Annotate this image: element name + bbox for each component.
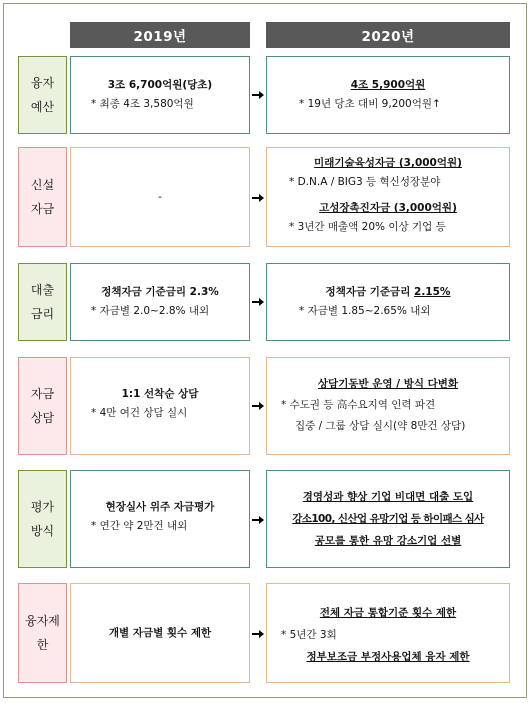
cell-line: 강소100, 신산업 유망기업 등 하이패스 심사 bbox=[292, 513, 484, 525]
arrow-right-icon bbox=[252, 193, 264, 203]
fund-future-tech: 미래기술육성자금 (3,000억원) bbox=[314, 157, 462, 169]
row-label-loan-budget: 융자 예산 bbox=[18, 56, 67, 134]
cell-2019-loan-budget bbox=[70, 56, 250, 134]
cell-title: 정책자금 기준금리 2.15% bbox=[325, 286, 451, 298]
cell-2019-loan-rate bbox=[70, 263, 250, 341]
header-2020: 2020년 bbox=[266, 22, 510, 48]
cell-note: * 수도권 등 高수요지역 인력 파견 bbox=[281, 399, 436, 411]
cell-title: 1:1 선착순 상담 bbox=[121, 388, 199, 400]
cell-title: 전체 자금 통합기준 횟수 제한 bbox=[319, 607, 457, 619]
cell-note: * 19년 당초 대비 9,200억원↑ bbox=[299, 98, 441, 110]
cell-line: 정부보조금 부정사용업체 융자 제한 bbox=[306, 651, 470, 663]
cell-note: 집중 / 그룹 상담 실시(약 8만건 상담) bbox=[295, 420, 466, 432]
cell-line: 경영성과 향상 기업 비대면 대출 도입 bbox=[302, 491, 474, 503]
cell-2019-evaluation bbox=[70, 470, 250, 568]
cell-2020-new-funds bbox=[266, 147, 510, 247]
cell-title: 4조 5,900억원 bbox=[350, 79, 426, 91]
cell-note: * 자금별 1.85~2.65% 내외 bbox=[299, 305, 431, 317]
cell-2019-loan-limit bbox=[70, 583, 250, 683]
cell-note: * 최종 4조 3,580억원 bbox=[91, 98, 194, 110]
arrow-right-icon bbox=[252, 401, 264, 411]
cell-note: * 5년간 3회 bbox=[281, 629, 337, 641]
cell-2020-loan-limit bbox=[266, 583, 510, 683]
cell-2020-loan-rate bbox=[266, 263, 510, 341]
row-label-evaluation: 평가 방식 bbox=[18, 470, 67, 568]
arrow-right-icon bbox=[252, 297, 264, 307]
row-label-loan-limit: 융자제 한 bbox=[18, 583, 67, 683]
new-rate: 2.15% bbox=[414, 286, 451, 298]
arrow-right-icon bbox=[252, 629, 264, 639]
row-label-new-funds: 신설 자금 bbox=[18, 147, 67, 247]
cell-title: 현장실사 위주 자금평가 bbox=[105, 501, 215, 513]
cell-2019-consulting bbox=[70, 357, 250, 455]
cell-note: * 연간 약 2만건 내외 bbox=[91, 520, 188, 532]
row-label-consulting: 자금 상담 bbox=[18, 357, 67, 455]
cell-2020-consulting bbox=[266, 357, 510, 455]
cell-note: * 자금별 2.0~2.8% 내외 bbox=[91, 305, 210, 317]
cell-note: * 3년간 매출액 20% 이상 기업 등 bbox=[289, 221, 446, 233]
cell-note: * 4만 여건 상담 실시 bbox=[91, 407, 188, 419]
cell-2020-loan-budget bbox=[266, 56, 510, 134]
header-2019: 2019년 bbox=[70, 22, 250, 48]
fund-high-growth: 고성장촉진자금 (3,000억원) bbox=[319, 202, 457, 214]
cell-note: * D.N.A / BIG3 등 혁신성장분야 bbox=[289, 176, 441, 188]
cell-2019-new-funds bbox=[70, 147, 250, 247]
cell-2020-evaluation bbox=[266, 470, 510, 568]
arrow-right-icon bbox=[252, 90, 264, 100]
cell-title: 개별 자금별 횟수 제한 bbox=[108, 626, 212, 639]
row-label-loan-rate: 대출 금리 bbox=[18, 263, 67, 341]
arrow-right-icon bbox=[252, 515, 264, 525]
cell-title: 정책자금 기준금리 2.3% bbox=[101, 286, 219, 298]
cell-line: 공모를 통한 유망 강소기업 선별 bbox=[314, 535, 462, 547]
cell-title: 상담기동반 운영 / 방식 다변화 bbox=[317, 378, 459, 390]
cell-title: - bbox=[158, 190, 162, 203]
cell-title: 3조 6,700억원(당초) bbox=[107, 79, 213, 91]
